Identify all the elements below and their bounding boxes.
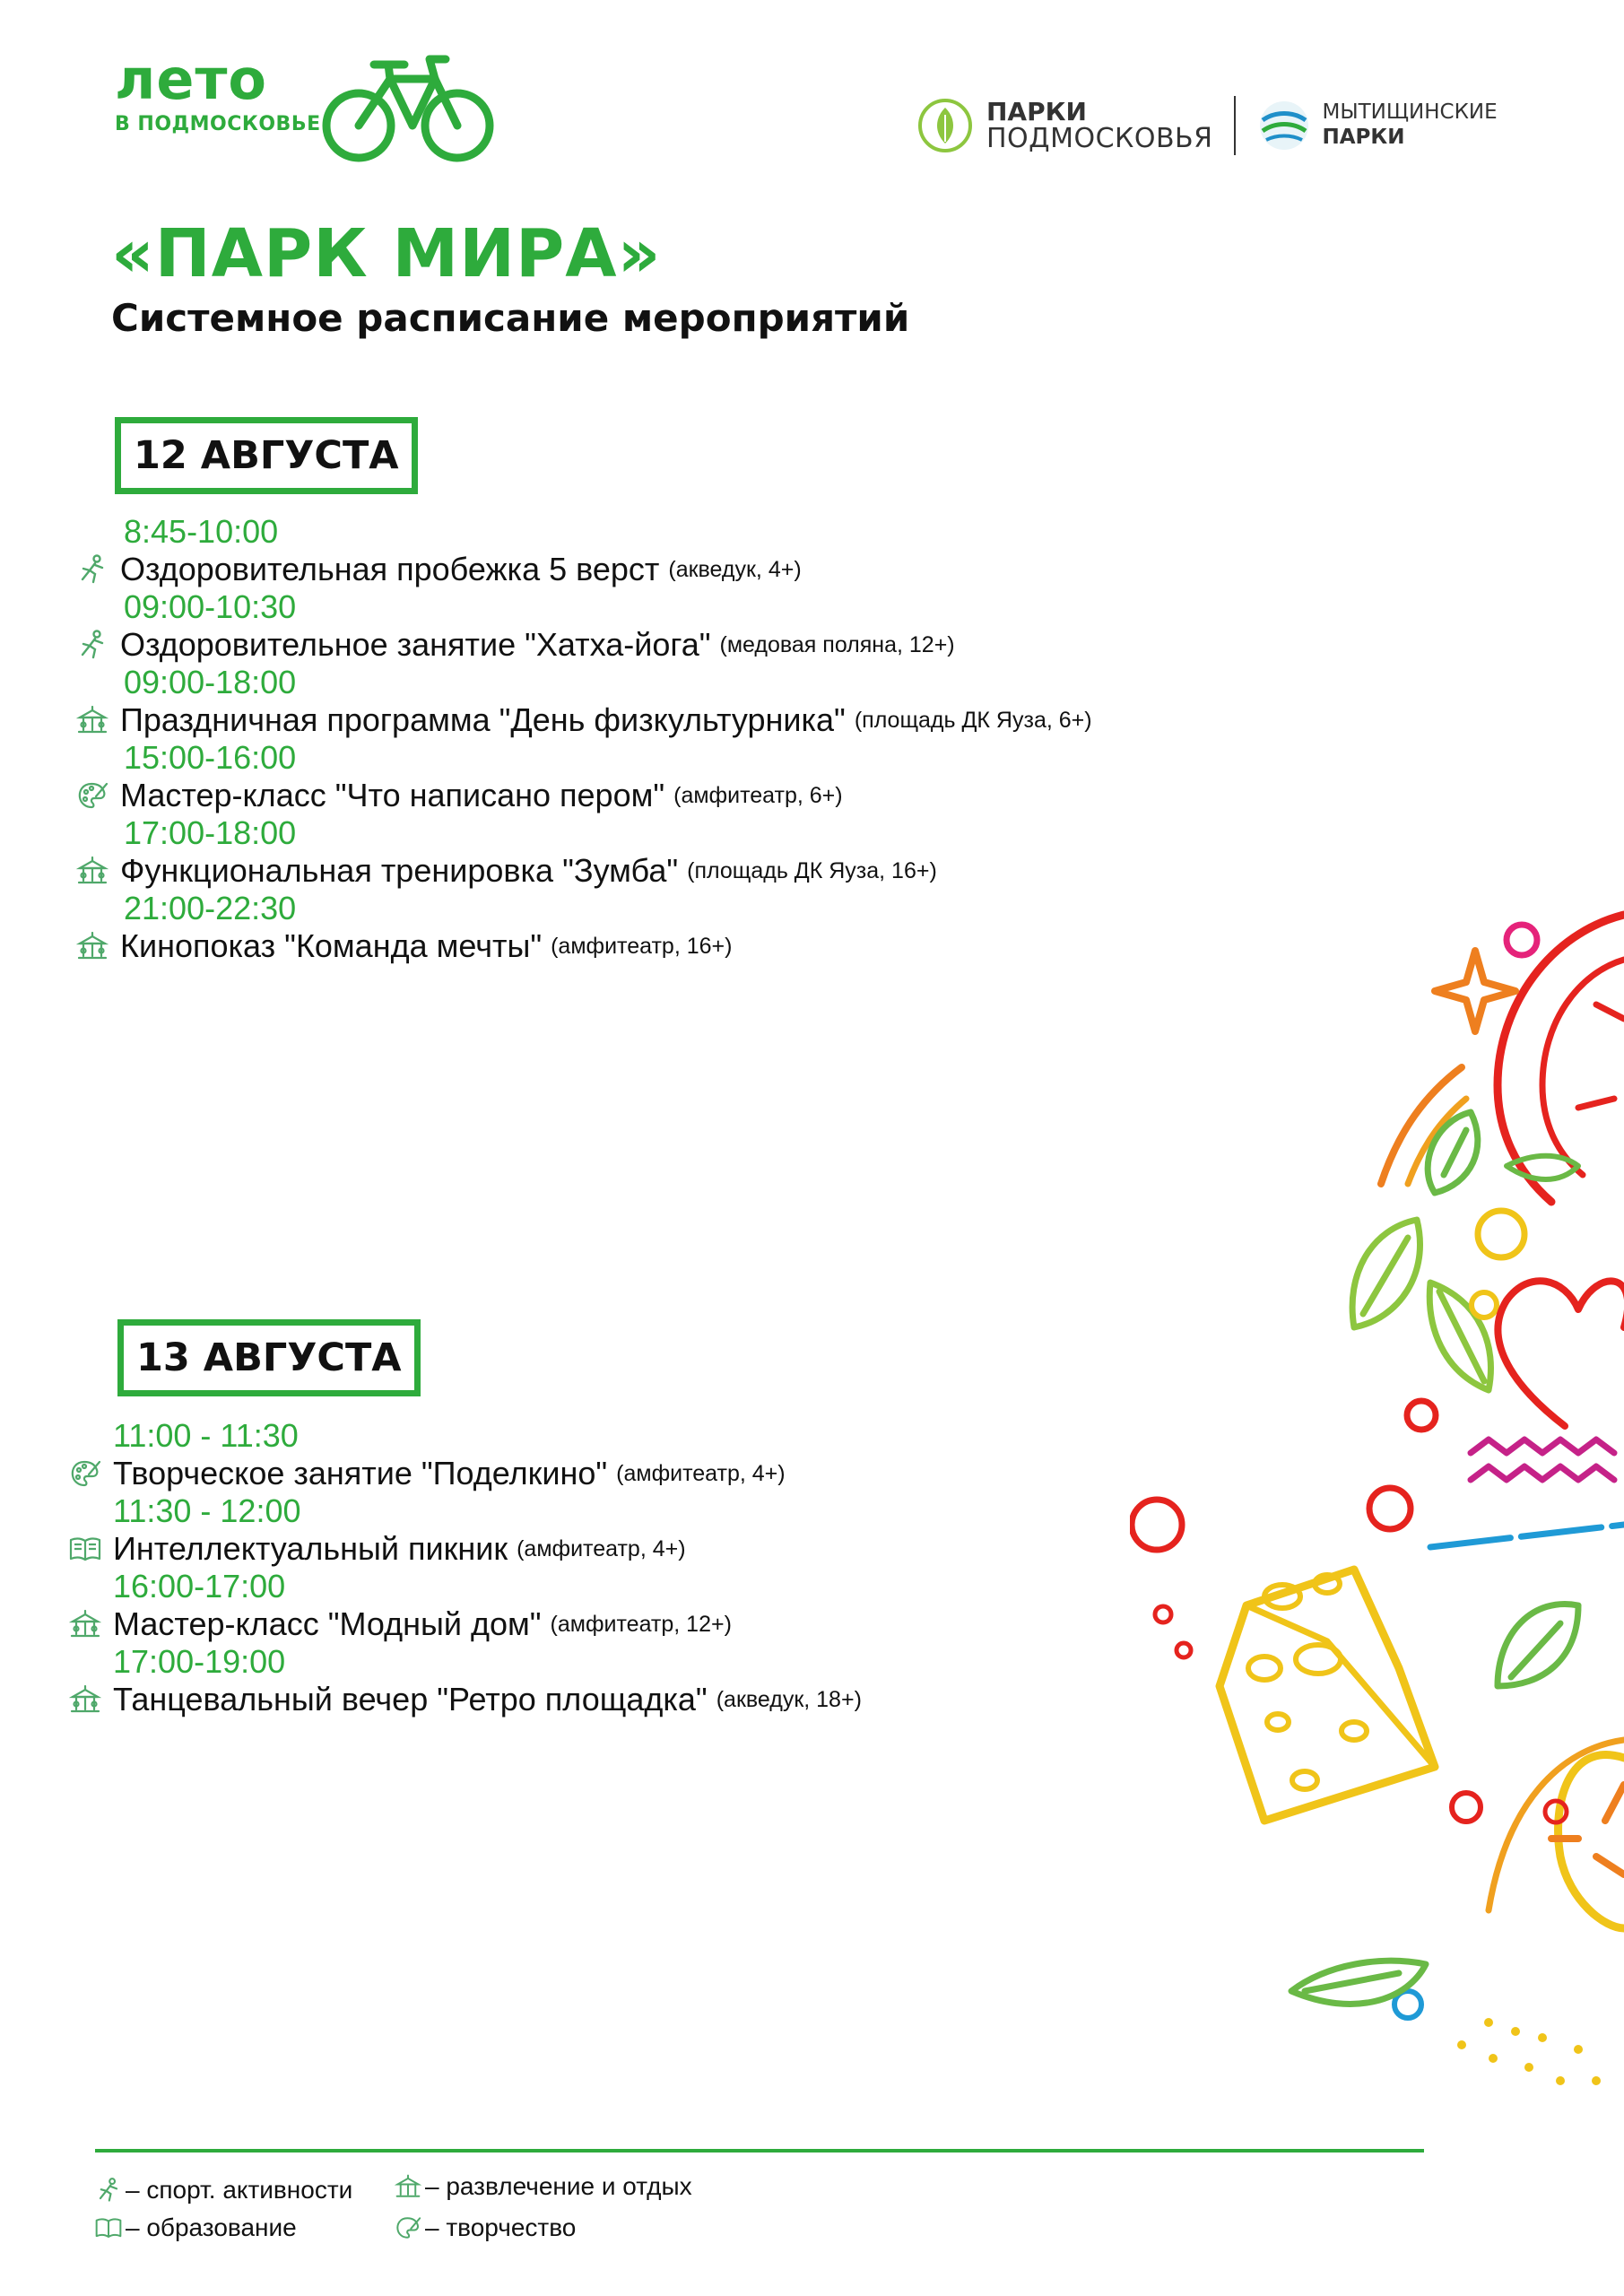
- legend-creativity: [395, 2213, 576, 2242]
- event-time: 21:00-22:30: [124, 890, 297, 926]
- partner-mytishchi-parks: [1257, 99, 1497, 152]
- event-time: 11:30 - 12:00: [113, 1492, 301, 1529]
- carousel-icon: [75, 929, 109, 963]
- legend-education-label: – образование: [126, 2213, 297, 2241]
- event-note: (площадь ДК Яуза, 6+): [854, 707, 1092, 733]
- palette-icon: [75, 778, 109, 813]
- legend-entertainment-label: – развлечение и отдых: [425, 2172, 692, 2200]
- page-subtitle: Системное расписание мероприятий: [111, 296, 910, 340]
- partner1-line1: ПАРКИ: [986, 96, 1087, 126]
- event-time: 09:00-18:00: [124, 664, 297, 700]
- brand-logo: [115, 47, 321, 135]
- orange-star: [1435, 951, 1515, 1031]
- page-title: «ПАРК МИРА»: [111, 215, 662, 292]
- pink-ring: [1507, 925, 1537, 955]
- event-title: Праздничная программа "День физкультурника": [120, 701, 846, 738]
- book-icon: [68, 1532, 102, 1566]
- bicycle-icon: [318, 52, 498, 164]
- leaf-logo-icon: [916, 97, 974, 154]
- event-row: [68, 1530, 862, 1568]
- event-row: [75, 551, 1092, 588]
- event-row: [75, 927, 1092, 965]
- event-note: (амфитеатр, 4+): [616, 1460, 786, 1486]
- event-row: [75, 777, 1092, 814]
- event-row: [75, 852, 1092, 890]
- partner2-line2: ПАРКИ: [1322, 126, 1405, 149]
- partner-divider: [1234, 96, 1236, 155]
- carousel-icon: [75, 854, 109, 888]
- legend-entertainment: [395, 2172, 692, 2201]
- carousel-icon: [68, 1683, 102, 1717]
- partner-parks-podmoskovya: [916, 97, 1212, 154]
- event-row: [75, 626, 1092, 664]
- sport-icon: [95, 2177, 122, 2204]
- red-heart: [1498, 1281, 1624, 1426]
- event-title: Функциональная тренировка "Зумба": [120, 852, 679, 889]
- event-title: Творческое занятие "Поделкино": [113, 1455, 608, 1492]
- legend-education: [95, 2213, 297, 2242]
- event-row: [68, 1681, 862, 1718]
- schedule-day1: [75, 513, 1092, 965]
- globe-logo-icon: [1257, 99, 1311, 152]
- event-time: 16:00-17:00: [113, 1568, 286, 1605]
- palette-icon: [68, 1457, 102, 1491]
- sport-icon: [75, 552, 109, 587]
- event-time: 15:00-16:00: [124, 739, 297, 776]
- sport-icon: [75, 628, 109, 662]
- event-title: Мастер-класс "Модный дом": [113, 1605, 542, 1642]
- event-row: [68, 1455, 862, 1492]
- event-row: [68, 1605, 862, 1643]
- book-icon: [95, 2214, 122, 2241]
- event-time: 11:00 - 11:30: [113, 1417, 299, 1454]
- date-badge-day2: 13 АВГУСТА: [117, 1319, 421, 1396]
- decorative-illustration: [1130, 906, 1624, 2108]
- event-note: (амфитеатр, 6+): [673, 782, 843, 808]
- event-row: [75, 701, 1092, 739]
- event-time: 8:45-10:00: [124, 513, 279, 550]
- brand-sub-text: В ПОДМОСКОВЬЕ: [115, 113, 321, 135]
- date-badge-day1: 12 АВГУСТА: [115, 417, 418, 494]
- red-arc-inner: [1542, 960, 1624, 1175]
- partner2-line1: МЫТИЩИНСКИЕ: [1322, 100, 1498, 125]
- event-time: 17:00-18:00: [124, 814, 297, 851]
- legend-sport: [95, 2176, 352, 2205]
- event-note: (амфитеатр, 12+): [550, 1611, 732, 1637]
- event-title: Кинопоказ "Команда мечты": [120, 927, 543, 964]
- partner1-line2: ПОДМОСКОВЬЯ: [986, 122, 1213, 154]
- brand-main-text: лето: [115, 47, 267, 112]
- palette-icon: [395, 2214, 421, 2241]
- event-note: (площадь ДК Яуза, 16+): [687, 857, 937, 883]
- green-leaf: [1428, 1112, 1478, 1193]
- event-title: Оздоровительное занятие "Хатха-йога": [120, 626, 711, 663]
- event-note: (амфитеатр, 4+): [517, 1535, 686, 1561]
- event-title: Мастер-класс "Что написано пером": [120, 777, 665, 813]
- event-note: (акведук, 4+): [668, 556, 802, 582]
- event-title: Оздоровительная пробежка 5 верст: [120, 551, 660, 587]
- partner-logos: [916, 90, 1498, 161]
- event-title: Танцевальный вечер "Ретро площадка": [113, 1681, 708, 1718]
- event-note: (акведук, 18+): [716, 1686, 862, 1712]
- event-title: Интеллектуальный пикник: [113, 1530, 508, 1567]
- footer-divider: [95, 2149, 1424, 2152]
- carousel-icon: [395, 2173, 421, 2200]
- legend-sport-label: – спорт. активности: [126, 2176, 353, 2204]
- event-time: 09:00-10:30: [124, 588, 297, 625]
- event-note: (амфитеатр, 16+): [551, 933, 733, 959]
- carousel-icon: [75, 703, 109, 737]
- schedule-day2: [68, 1417, 862, 1718]
- event-time: 17:00-19:00: [113, 1643, 286, 1680]
- legend-creativity-label: – творчество: [425, 2213, 577, 2241]
- legend: [95, 2161, 812, 2260]
- event-note: (медовая поляна, 12+): [719, 631, 955, 657]
- carousel-icon: [68, 1607, 102, 1641]
